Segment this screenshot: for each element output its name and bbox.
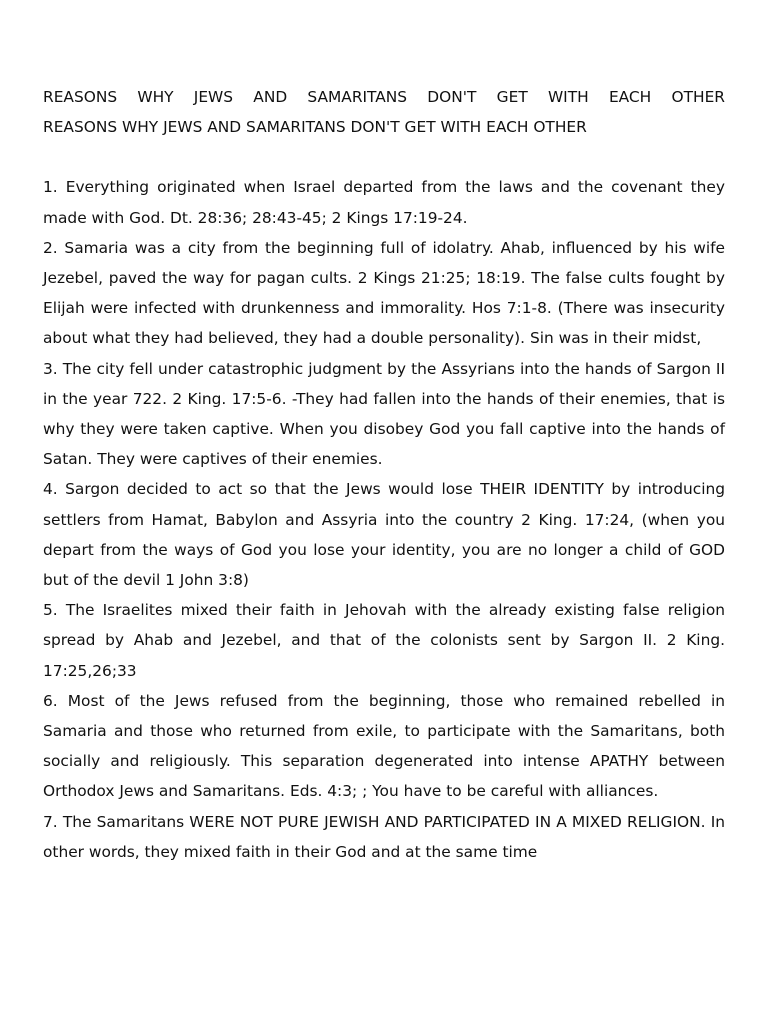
list-item-2: 2. Samaria was a city from the beginning full of idolatry. Ahab, influenced by his wife Jezebel, paved the way for pagan cults. 2 Kings 21:25; 18:19. The false cults fought by Elijah were infected with drunkenness and immorality. Hos 7:1-8. (There was insecurity about what they had believed, they had a double personality). Sin was in their midst, — [43, 238, 725, 348]
document-subtitle: REASONS WHY JEWS AND SAMARITANS DON'T GET WITH EACH OTHER — [43, 118, 587, 137]
list-item-3: 3. The city fell under catastrophic judgment by the Assyrians into the hands of Sargon II in the year 722. 2 King. 17:5-6. -They had fallen into the hands of their enemies, that is why they were taken captive. When you disobey God you fall captive into the hands of Satan. They were captives of their enemies. — [43, 359, 725, 469]
list-item-6: 6. Most of the Jews refused from the beginning, those who remained rebelled in Samaria and those who returned from exile, to participate with the Samaritans, both socially and religiously. This separation degenerated into intense APATHY between Orthodox Jews and Samaritans. Eds. 4:3; ; You have to be careful with alliances. — [43, 691, 725, 801]
list-item-5: 5. The Israelites mixed their faith in Jehovah with the already existing false religion spread by Ahab and Jezebel, and that of the colonists sent by Sargon II. 2 King. 17:25,26;33 — [43, 601, 725, 680]
list-item-7: 7. The Samaritans WERE NOT PURE JEWISH AND PARTICIPATED IN A MIXED RELIGION. In other words, they mixed faith in their God and at the same time — [43, 812, 725, 861]
document-page — [43, 82, 725, 867]
document-title: REASONS WHY JEWS AND SAMARITANS DON'T GET WITH EACH OTHER — [43, 88, 725, 106]
list-item-1: 1. Everything originated when Israel departed from the laws and the covenant they made with God. Dt. 28:36; 28:43-45; 2 Kings 17:19-24. — [43, 178, 725, 227]
list-item-4: 4. Sargon decided to act so that the Jews would lose THEIR IDENTITY by introducing settlers from Hamat, Babylon and Assyria into the country 2 King. 17:24, (when you depart from the ways of God you lose your identity, you are no longer a child of GOD but of the devil 1 John 3:8) — [43, 480, 725, 590]
